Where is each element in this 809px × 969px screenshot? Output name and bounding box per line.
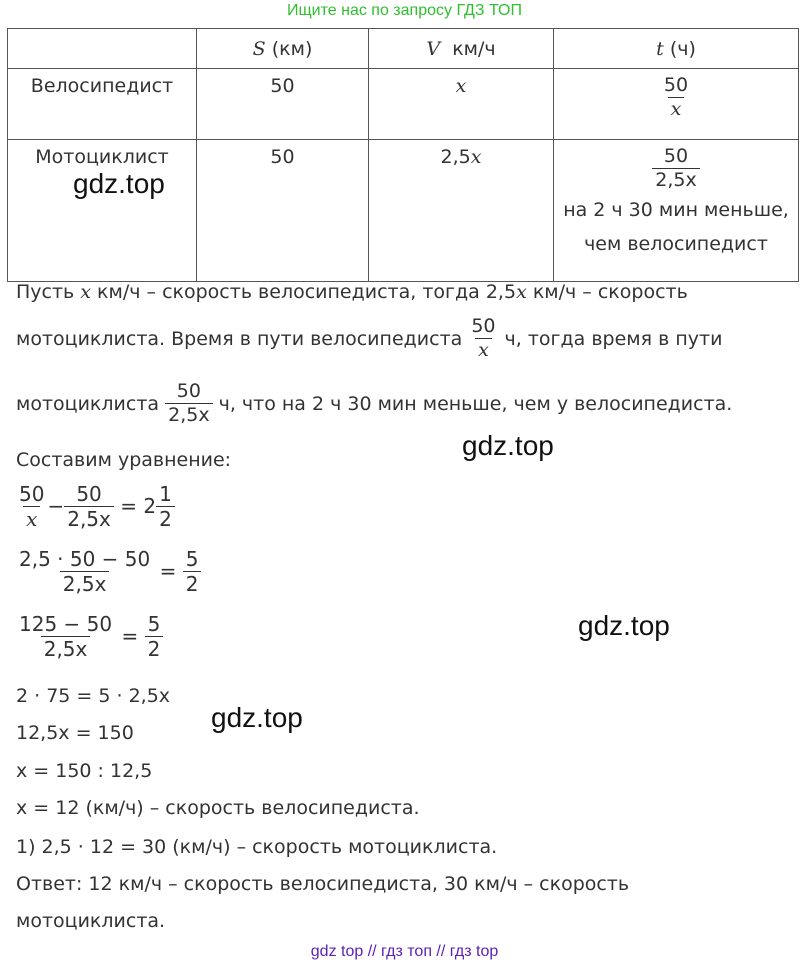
row-speed: 2,5x [369, 140, 554, 282]
table-row [8, 140, 799, 282]
text-line-1: Пусть x км/ч – скорость велосипедиста, тогда 2,5x км/ч – скорость [16, 281, 688, 303]
time-note-2: чем велосипедист [584, 232, 768, 255]
equation-2: $\frac{2,5 \cdot 50 - 50}{2,5x}$ = $\frac{5}{2}$ [16, 548, 201, 597]
equation-3: $\frac{125 - 50}{2,5x}$ = $\frac{5}{2}$ [16, 613, 163, 662]
footer-banner: gdz top // гдз топ // гдз top [310, 943, 499, 960]
equation-6: x = 150 : 12,5 [16, 760, 153, 782]
answer-line-1: Ответ: 12 км/ч – скорость велосипедиста, 30 км/ч – скорость [16, 873, 630, 895]
table-header-row [8, 29, 799, 69]
answer-line-2: мотоциклиста. [16, 910, 166, 932]
watermark: gdz.top [211, 702, 303, 733]
equation-8: 1) 2,5 · 12 = 30 (км/ч) – скорость мотоциклиста. [16, 836, 498, 858]
equation-7: x = 12 (км/ч) – скорость велосипедиста. [16, 797, 420, 819]
watermark: gdz.top [73, 168, 165, 199]
text-line-4: Составим уравнение: [16, 449, 232, 471]
time-fraction: $\frac{50}{x}$ [663, 74, 689, 120]
row-name: Мотоциклист [8, 140, 197, 282]
time-note-1: на 2 ч 30 мин меньше, [563, 198, 789, 221]
row-time [554, 140, 799, 282]
equation-1: $\frac{50}{x}$ − $\frac{50}{2,5x}$ = 2 $\frac{1}{2}$ [16, 483, 175, 532]
row-time [554, 69, 799, 140]
header-time: t (ч) [554, 29, 799, 69]
data-table [7, 28, 799, 282]
row-distance: 50 [197, 69, 369, 140]
watermark: gdz.top [578, 610, 670, 641]
text-line-3: мотоциклиста $\frac{50}{2,5x}$ ч, что на 2 ч 30 мин меньше, чем у велосипедиста. [16, 380, 733, 426]
row-name: Велосипедист [8, 69, 197, 140]
row-distance: 50 [197, 140, 369, 282]
equation-5: 12,5x = 150 [16, 722, 134, 744]
watermark: gdz.top [462, 430, 554, 461]
equation-4: 2 · 75 = 5 · 2,5x [16, 685, 171, 707]
header-empty-cell [8, 29, 197, 69]
header-banner: Ищите нас по запросу ГДЗ ТОП [287, 2, 522, 19]
header-distance: S (км) [197, 29, 369, 69]
row-speed: x [369, 69, 554, 140]
text-line-2: мотоциклиста. Время в пути велосипедиста $\frac{50}{x}$ ч, тогда время в пути [16, 315, 723, 361]
table-row [8, 69, 799, 140]
header-speed: V км/ч [369, 29, 554, 69]
time-fraction: $\frac{50}{2,5x}$ [652, 146, 699, 193]
